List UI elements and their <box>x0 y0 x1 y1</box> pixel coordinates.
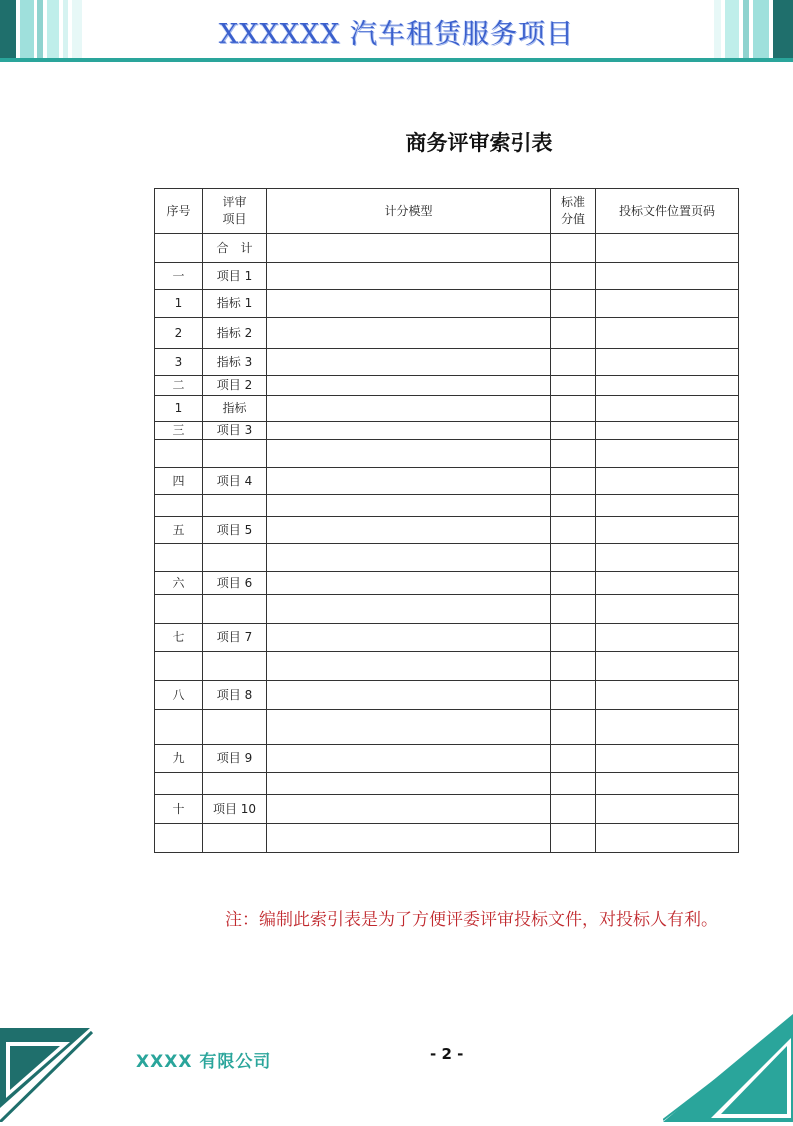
cell-scoring-model <box>267 396 551 422</box>
cell-page-location <box>596 234 739 263</box>
cell-seq <box>155 773 203 795</box>
document-title: 商务评审索引表 <box>405 130 553 155</box>
cell-review-item <box>203 824 267 853</box>
cell-page-location <box>596 263 739 290</box>
cell-review-item <box>203 710 267 745</box>
table-row <box>155 396 739 422</box>
cell-scoring-model <box>267 349 551 376</box>
cell-page-location <box>596 572 739 595</box>
header-standard-score-line1: 标准 <box>560 195 585 209</box>
cell-scoring-model <box>267 595 551 624</box>
cell-seq <box>155 440 203 468</box>
cell-scoring-model <box>267 517 551 544</box>
cell-seq <box>155 234 203 263</box>
table-row <box>155 795 739 824</box>
cell-page-location <box>596 495 739 517</box>
cell-standard-score <box>551 595 596 624</box>
cell-standard-score <box>551 517 596 544</box>
cell-standard-score <box>551 544 596 572</box>
header-review-item-line1: 评审 <box>222 195 247 209</box>
header-review-item-line2: 项目 <box>222 212 247 226</box>
cell-review-item: 项目 5 <box>203 517 267 544</box>
cell-seq <box>155 652 203 681</box>
table-row <box>155 495 739 517</box>
cell-seq <box>155 495 203 517</box>
cell-seq: 五 <box>155 517 203 544</box>
cell-review-item: 项目 1 <box>203 263 267 290</box>
cell-page-location <box>596 710 739 745</box>
cell-scoring-model <box>267 422 551 440</box>
cell-scoring-model <box>267 495 551 517</box>
table-row <box>155 440 739 468</box>
cell-review-item: 指标 3 <box>203 349 267 376</box>
cell-scoring-model <box>267 745 551 773</box>
cell-review-item <box>203 652 267 681</box>
cell-review-item: 项目 2 <box>203 376 267 396</box>
cell-standard-score <box>551 824 596 853</box>
table-row <box>155 263 739 290</box>
cell-seq: 七 <box>155 624 203 652</box>
cell-standard-score <box>551 234 596 263</box>
cell-scoring-model <box>267 795 551 824</box>
cell-review-item: 合 计 <box>203 234 267 263</box>
cell-seq: 九 <box>155 745 203 773</box>
header-review-item <box>203 189 267 234</box>
cell-standard-score <box>551 440 596 468</box>
header-standard-score-line2: 分值 <box>560 212 585 226</box>
table-row <box>155 681 739 710</box>
cell-standard-score <box>551 624 596 652</box>
cell-seq <box>155 710 203 745</box>
cell-seq: 1 <box>155 290 203 318</box>
cell-scoring-model <box>267 681 551 710</box>
cell-page-location <box>596 349 739 376</box>
cell-standard-score <box>551 318 596 349</box>
cell-seq: 四 <box>155 468 203 495</box>
company-name: XXXX 有限公司 <box>136 1052 272 1072</box>
cell-standard-score <box>551 710 596 745</box>
table-row <box>155 349 739 376</box>
review-index-table <box>154 188 739 853</box>
cell-review-item: 指标 1 <box>203 290 267 318</box>
cell-review-item <box>203 440 267 468</box>
table-row <box>155 290 739 318</box>
cell-review-item <box>203 773 267 795</box>
cell-seq: 一 <box>155 263 203 290</box>
page-number: - 2 - <box>430 1045 464 1063</box>
cell-page-location <box>596 422 739 440</box>
cell-standard-score <box>551 572 596 595</box>
cell-page-location <box>596 440 739 468</box>
cell-page-location <box>596 745 739 773</box>
cell-review-item: 项目 7 <box>203 624 267 652</box>
table-row <box>155 773 739 795</box>
cell-review-item: 项目 4 <box>203 468 267 495</box>
table-row <box>155 652 739 681</box>
table-row <box>155 422 739 440</box>
cell-page-location <box>596 624 739 652</box>
cell-standard-score <box>551 290 596 318</box>
cell-scoring-model <box>267 710 551 745</box>
cell-seq: 十 <box>155 795 203 824</box>
cell-page-location <box>596 595 739 624</box>
table-row <box>155 624 739 652</box>
cell-seq: 三 <box>155 422 203 440</box>
cell-review-item: 项目 3 <box>203 422 267 440</box>
cell-review-item: 指标 <box>203 396 267 422</box>
table-row <box>155 234 739 263</box>
cell-standard-score <box>551 396 596 422</box>
cell-page-location <box>596 773 739 795</box>
table-row <box>155 710 739 745</box>
cell-page-location <box>596 376 739 396</box>
cell-seq: 1 <box>155 396 203 422</box>
cell-page-location <box>596 824 739 853</box>
cell-page-location <box>596 517 739 544</box>
cell-review-item <box>203 495 267 517</box>
footer-left-decoration <box>0 1028 96 1126</box>
cell-page-location <box>596 544 739 572</box>
cell-standard-score <box>551 795 596 824</box>
cell-review-item: 指标 2 <box>203 318 267 349</box>
cell-review-item: 项目 6 <box>203 572 267 595</box>
cell-standard-score <box>551 745 596 773</box>
cell-scoring-model <box>267 572 551 595</box>
cell-scoring-model <box>267 468 551 495</box>
cell-seq: 六 <box>155 572 203 595</box>
table-row <box>155 468 739 495</box>
cell-scoring-model <box>267 544 551 572</box>
header-title: XXXXXX 汽车租赁服务项目 <box>219 19 574 50</box>
header-standard-score <box>551 189 596 234</box>
cell-page-location <box>596 468 739 495</box>
cell-standard-score <box>551 422 596 440</box>
cell-scoring-model <box>267 290 551 318</box>
cell-standard-score <box>551 468 596 495</box>
cell-review-item <box>203 595 267 624</box>
table-header-row <box>155 189 739 234</box>
table-row <box>155 572 739 595</box>
cell-seq <box>155 824 203 853</box>
cell-standard-score <box>551 349 596 376</box>
cell-review-item <box>203 544 267 572</box>
cell-scoring-model <box>267 624 551 652</box>
cell-page-location <box>596 681 739 710</box>
cell-review-item: 项目 9 <box>203 745 267 773</box>
cell-scoring-model <box>267 234 551 263</box>
footer-right-decoration <box>663 1014 793 1126</box>
cell-page-location <box>596 290 739 318</box>
table-row <box>155 595 739 624</box>
footnote: 注：编制此索引表是为了方便评委评审投标文件，对投标人有利。 <box>225 910 718 930</box>
cell-scoring-model <box>267 263 551 290</box>
cell-page-location <box>596 795 739 824</box>
cell-page-location <box>596 318 739 349</box>
cell-standard-score <box>551 376 596 396</box>
cell-scoring-model <box>267 318 551 349</box>
cell-standard-score <box>551 773 596 795</box>
cell-review-item: 项目 8 <box>203 681 267 710</box>
table-row <box>155 517 739 544</box>
cell-page-location <box>596 652 739 681</box>
header-scoring-model: 计分模型 <box>267 189 551 234</box>
table-row <box>155 745 739 773</box>
table-row <box>155 376 739 396</box>
cell-standard-score <box>551 263 596 290</box>
cell-scoring-model <box>267 440 551 468</box>
cell-seq: 3 <box>155 349 203 376</box>
cell-page-location <box>596 396 739 422</box>
cell-standard-score <box>551 495 596 517</box>
cell-scoring-model <box>267 824 551 853</box>
cell-seq <box>155 595 203 624</box>
cell-seq: 八 <box>155 681 203 710</box>
header-seq: 序号 <box>155 189 203 234</box>
cell-scoring-model <box>267 652 551 681</box>
header-page-location: 投标文件位置页码 <box>596 189 739 234</box>
cell-scoring-model <box>267 773 551 795</box>
cell-standard-score <box>551 652 596 681</box>
cell-scoring-model <box>267 376 551 396</box>
cell-seq: 二 <box>155 376 203 396</box>
table-row <box>155 544 739 572</box>
cell-seq: 2 <box>155 318 203 349</box>
header-divider <box>0 58 793 62</box>
cell-standard-score <box>551 681 596 710</box>
cell-seq <box>155 544 203 572</box>
cell-review-item: 项目 10 <box>203 795 267 824</box>
table-row <box>155 318 739 349</box>
table-row <box>155 824 739 853</box>
